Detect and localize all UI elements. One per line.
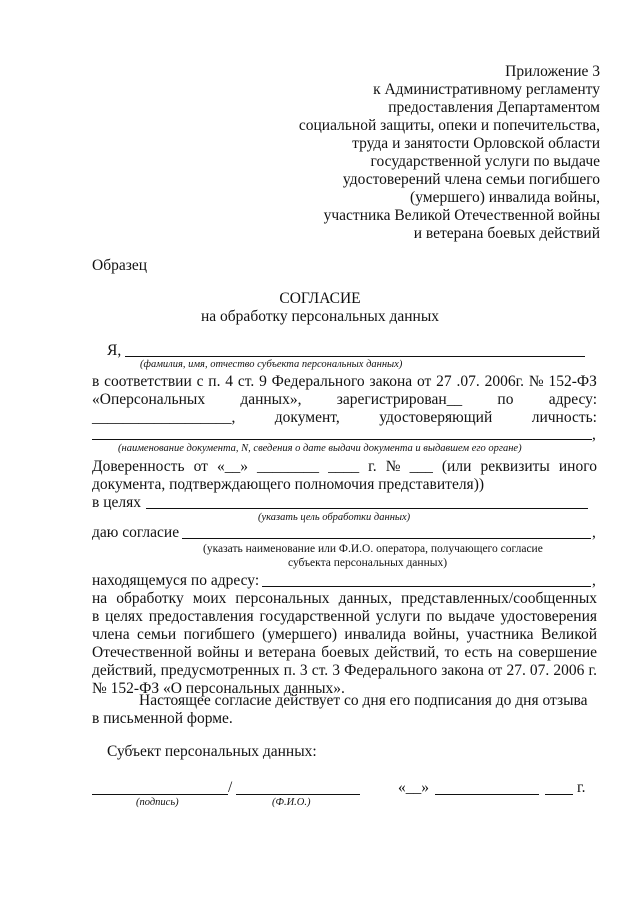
header-line: государственной услуги по выдаче — [370, 153, 600, 170]
purpose-label: в целях — [92, 494, 141, 511]
purpose-hint: (указать цель обработки данных) — [258, 512, 411, 523]
header-line: к Административному регламенту — [373, 81, 600, 98]
consent-label: даю согласие — [92, 524, 180, 541]
header-line: социальной защиты, опеки и попечительства, — [298, 117, 600, 134]
power-of-attorney-line: Доверенность от «__» ________ ____ г. № ___ (или реквизиты иного — [92, 458, 597, 475]
header-line: предоставления Департаментом — [388, 99, 600, 116]
fio-hint: (Ф.И.О.) — [272, 797, 311, 808]
law-line-2: «Оперсональных данных», зарегистрирован__ по адресу: — [92, 391, 597, 408]
header-line: труда и занятости Орловской области — [352, 135, 600, 152]
address-label: находящемуся по адресу: — [92, 572, 260, 589]
document-hint: (наименование документа, N, сведения о дате выдачи документа и выдавшем его органе) — [118, 443, 522, 454]
body-line: в целях предоставления государственной услуги по выдаче удостоверения — [92, 608, 597, 625]
document-field[interactable] — [92, 439, 592, 440]
header-line: Приложение 3 — [505, 63, 600, 80]
fullname-hint: (фамилия, имя, отчество субъекта персональных данных) — [140, 359, 403, 370]
fullname-field[interactable] — [125, 356, 585, 357]
consent-body — [92, 590, 597, 698]
law-line-1: в соответствии с п. 4 ст. 9 Федерального закона от 27 .07. 2006г. № 152-ФЗ — [92, 373, 597, 390]
validity-line-1: Настоящее согласие действует со дня его подписания до дня отзыва — [139, 692, 588, 709]
header-line: и ветерана боевых действий — [413, 225, 600, 242]
document-subtitle: на обработку персональных данных — [201, 308, 439, 325]
consent-comma: , — [592, 524, 596, 541]
header-line: удостоверений члена семьи погибшего — [342, 171, 600, 188]
document-comma: , — [592, 426, 596, 443]
date-day: «__» — [398, 779, 429, 796]
i-label: Я, — [107, 342, 122, 359]
signature-hint: (подпись) — [136, 797, 179, 808]
body-line: № 152-ФЗ «О персональных данных». — [92, 680, 345, 697]
body-line: действий, предусмотренных п. 3 ст. 3 Федерального закона от 27. 07. 2006 г. — [92, 662, 597, 679]
fio-field[interactable] — [236, 794, 360, 795]
date-month-field[interactable] — [435, 794, 539, 795]
operator-hint-1: (указать наименование или Ф.И.О. оператора, получающего согласие — [203, 543, 543, 555]
year-suffix: г. — [577, 779, 586, 796]
body-line: Отечественной войны и ветерана боевых действий, то есть на совершение — [92, 644, 597, 661]
purpose-field[interactable] — [146, 508, 588, 509]
document-title: СОГЛАСИЕ — [279, 290, 361, 307]
address-field[interactable] — [262, 586, 591, 587]
slash-separator: / — [228, 779, 233, 796]
operator-hint-2: субъекта персональных данных) — [288, 557, 448, 569]
power-of-attorney-line-2: документа, подтверждающего полномочия представителя)) — [92, 476, 485, 493]
validity-line-2: в письменной форме. — [92, 710, 233, 727]
document-line: __________________, документ, удостоверяющий личность: — [92, 409, 597, 426]
operator-field[interactable] — [182, 538, 591, 539]
header-line: (умершего) инвалида войны, — [410, 189, 600, 206]
signature-field[interactable] — [92, 794, 228, 795]
body-line: на обработку моих персональных данных, представленных/сообщенных — [92, 590, 597, 607]
date-year-field[interactable] — [545, 794, 573, 795]
address-comma: , — [592, 572, 596, 589]
body-line: члена семьи погибшего (умершего) инвалида войны, участника Великой — [92, 626, 597, 643]
subject-label: Субъект персональных данных: — [107, 743, 317, 760]
header-line: участника Великой Отечественной войны — [323, 207, 600, 224]
sample-label: Образец — [92, 257, 148, 274]
